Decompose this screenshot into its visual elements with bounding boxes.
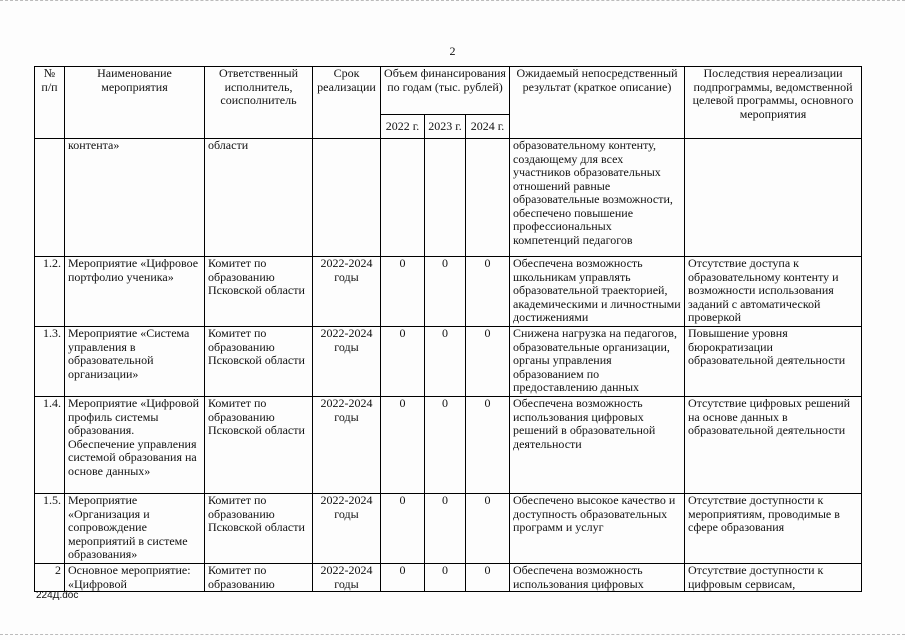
row-responsible: Комитет по образованию Псковской области — [205, 327, 313, 397]
row-num: 1.4. — [35, 397, 65, 494]
row-2024 — [466, 139, 510, 257]
row-consequences — [685, 139, 862, 257]
row-responsible: Комитет по образованию — [205, 564, 313, 592]
row-term: 2022-2024 годы — [313, 564, 381, 592]
row-responsible: Комитет по образованию Псковской области — [205, 397, 313, 494]
row-num: 2 — [35, 564, 65, 592]
header-row — [35, 67, 862, 115]
row-2023: 0 — [425, 494, 466, 564]
row-consequences: Повышение уровня бюрократизации образовательной деятельности — [685, 327, 862, 397]
table-row — [35, 494, 862, 564]
row-num — [35, 139, 65, 257]
header-responsible: Ответственный исполнитель, соисполнитель — [205, 67, 313, 139]
row-consequences: Отсутствие доступности к цифровым сервисам, — [685, 564, 862, 592]
file-name-footer: 224Д.doc — [36, 590, 79, 601]
row-result: Обеспечена возможность использования цифровых — [510, 564, 685, 592]
header-num: № п/п — [35, 67, 65, 139]
header-consequences: Последствия нереализации подпрограммы, ведомственной целевой программы, основного мероприятия — [685, 67, 862, 139]
row-num: 1.3. — [35, 327, 65, 397]
row-2022: 0 — [381, 327, 425, 397]
row-2024: 0 — [466, 257, 510, 327]
row-consequences: Отсутствие доступности к мероприятиям, проводимые в сфере образования — [685, 494, 862, 564]
row-name: Мероприятие «Система управления в образовательной организации» — [65, 327, 205, 397]
row-2023: 0 — [425, 257, 466, 327]
table-row — [35, 327, 862, 397]
row-responsible: области — [205, 139, 313, 257]
header-year-2022: 2022 г. — [381, 115, 425, 139]
row-term: 2022-2024 годы — [313, 397, 381, 494]
row-2023: 0 — [425, 327, 466, 397]
page-number: 2 — [449, 44, 456, 58]
row-responsible: Комитет по образованию Псковской области — [205, 494, 313, 564]
header-year-2023: 2023 г. — [425, 115, 466, 139]
row-2022: 0 — [381, 397, 425, 494]
table-row — [35, 564, 862, 592]
row-term: 2022-2024 годы — [313, 257, 381, 327]
row-name: контента» — [65, 139, 205, 257]
header-result: Ожидаемый непосредственный результат (краткое описание) — [510, 67, 685, 139]
table-row — [35, 397, 862, 494]
row-result: Обеспечено высокое качество и доступность образовательных программ и услуг — [510, 494, 685, 564]
header-funding: Объем финансирования по годам (тыс. рублей) — [381, 67, 510, 115]
row-2022: 0 — [381, 494, 425, 564]
row-term: 2022-2024 годы — [313, 494, 381, 564]
row-result: Обеспечена возможность школьникам управлять образовательной траекторией, академическими и личностными достижениями — [510, 257, 685, 327]
row-result: Обеспечена возможность использования цифровых решений в образовательной деятельности — [510, 397, 685, 494]
scan-edge-top — [0, 0, 905, 7]
row-consequences: Отсутствие доступа к образовательному контенту и возможности использования заданий с автоматической проверкой — [685, 257, 862, 327]
row-result: Снижена нагрузка на педагогов, образовательные организации, органы управления образованием по предоставлению данных — [510, 327, 685, 397]
row-responsible: Комитет по образованию Псковской области — [205, 257, 313, 327]
row-2023 — [425, 139, 466, 257]
row-consequences: Отсутствие цифровых решений на основе данных в образовательной деятельности — [685, 397, 862, 494]
row-term — [313, 139, 381, 257]
row-2022: 0 — [381, 257, 425, 327]
row-2022: 0 — [381, 564, 425, 592]
table-row — [35, 139, 862, 257]
row-name: Основное мероприятие: «Цифровой — [65, 564, 205, 592]
header-name: Наименование мероприятия — [65, 67, 205, 139]
table-row — [35, 257, 862, 327]
row-term: 2022-2024 годы — [313, 327, 381, 397]
row-name: Мероприятие «Организация и сопровождение мероприятий в системе образования» — [65, 494, 205, 564]
row-name: Мероприятие «Цифровой профиль системы образования. Обеспечение управления системой образования на основе данных» — [65, 397, 205, 494]
header-year-2024: 2024 г. — [466, 115, 510, 139]
row-2023: 0 — [425, 397, 466, 494]
row-num: 1.2. — [35, 257, 65, 327]
header-term: Срок реализации — [313, 67, 381, 139]
scan-edge-bottom — [0, 634, 905, 639]
row-2024: 0 — [466, 564, 510, 592]
row-2023: 0 — [425, 564, 466, 592]
row-name: Мероприятие «Цифровое портфолио ученика» — [65, 257, 205, 327]
measures-table — [34, 66, 862, 592]
row-num: 1.5. — [35, 494, 65, 564]
row-2024: 0 — [466, 397, 510, 494]
row-result: образовательному контенту, создающему для всех участников образовательных отношений равные образовательные возможности, обеспечено повышение профессиональных компетенций педагогов — [510, 139, 685, 257]
row-2022 — [381, 139, 425, 257]
row-2024: 0 — [466, 327, 510, 397]
row-2024: 0 — [466, 494, 510, 564]
